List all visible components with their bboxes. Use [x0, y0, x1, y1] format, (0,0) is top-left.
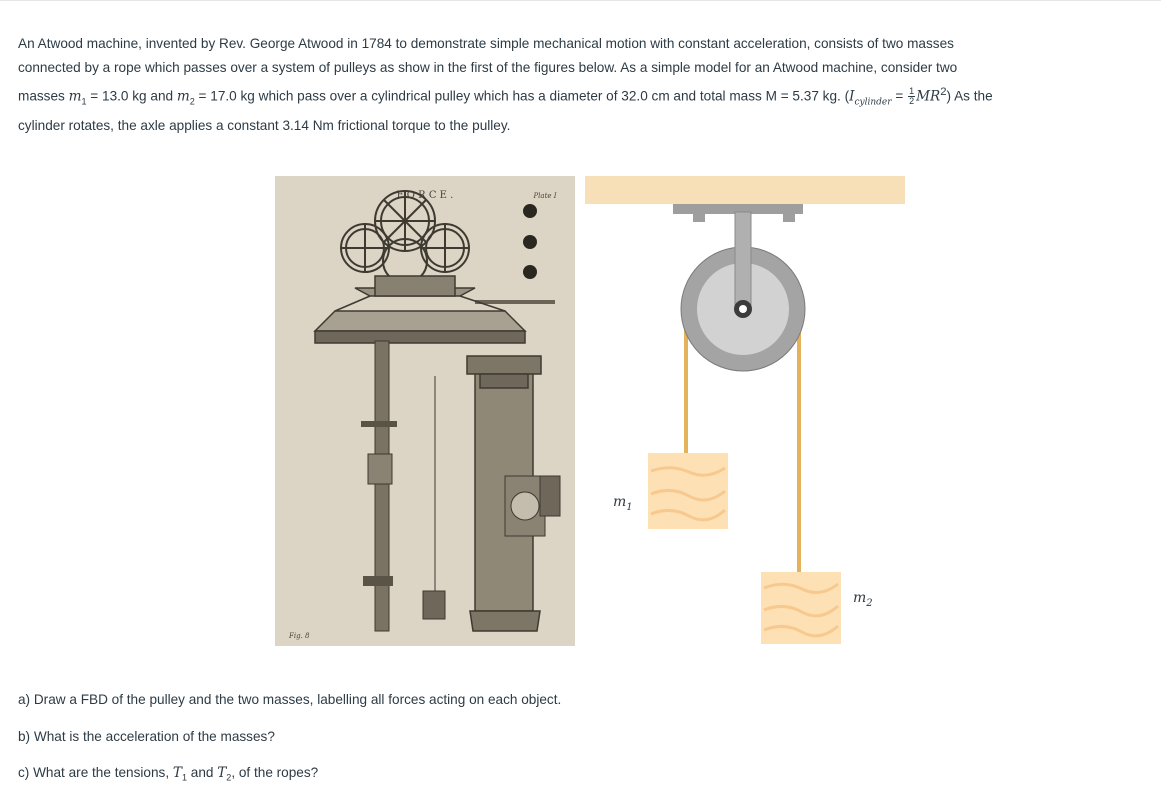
problem-intro: [18, 32, 1158, 138]
intro-line-1: An Atwood machine, invented by Rev. George Atwood in 1784 to demonstrate simple mechanical motion with constant acceleration, consists of two masses: [18, 36, 954, 51]
t1-symbol: T: [172, 765, 182, 781]
half-fraction: [908, 87, 915, 106]
t2-subscript: 2: [226, 772, 232, 783]
intro-line-2: connected by a rope which passes over a system of pulleys as show in the first of the figures below. As a simple model for an Atwood machine, consider two: [18, 60, 958, 75]
t1-subscript: 1: [181, 772, 187, 783]
t2-symbol: T: [217, 765, 227, 781]
mass-m2-block: [761, 572, 841, 644]
m2-symbol: m: [176, 88, 190, 105]
atwood-diagram: [585, 176, 915, 646]
top-divider: [0, 0, 1161, 1]
m1-label: $m_1$: [613, 494, 633, 513]
pulley-wheel: [681, 212, 805, 371]
engraving-plate: Plate I: [533, 192, 557, 200]
fraction-numerator: 1: [909, 86, 915, 97]
mass-m1-block: [648, 453, 728, 529]
question-c-text: c) What are the tensions,: [18, 765, 173, 780]
atwood-machine-engraving: [275, 176, 575, 646]
m1-symbol: m: [68, 88, 82, 105]
question-c-mid: and: [186, 765, 218, 780]
inertia-subscript: cylinder: [854, 97, 892, 108]
m2-label: $m_2$: [853, 590, 873, 609]
m2-value: = 17.0 kg which pass over a cylindrical pulley which has a diameter of 32.0 cm and total mass M = 5.37 kg. (: [194, 88, 850, 104]
fraction-denominator: 2: [909, 96, 915, 107]
engraving-fig: Fig. 8: [289, 632, 310, 640]
ceiling: [585, 176, 905, 204]
question-a: a) Draw a FBD of the pulley and the two masses, labelling all forces acting on each object.: [18, 692, 562, 707]
m1-value: = 13.0 kg and: [86, 88, 177, 104]
question-c-end: , of the ropes?: [231, 765, 319, 780]
m1-subscript: 1: [81, 96, 87, 107]
m2-subscript: 2: [189, 96, 195, 107]
inertia-superscript: 2: [940, 86, 947, 98]
inertia-symbol: I: [849, 88, 855, 105]
inertia-rhs: MR: [916, 88, 941, 105]
intro-line-3-end: ) As the: [946, 88, 993, 104]
clock: [505, 476, 545, 536]
engraving-title: F O R C E .: [396, 190, 454, 201]
intro-masses-text: masses: [18, 88, 69, 104]
question-b: b) What is the acceleration of the masses?: [18, 729, 275, 744]
intro-line-4: cylinder rotates, the axle applies a constant 3.14 Nm frictional torque to the pulley.: [18, 118, 511, 134]
question-c: [18, 765, 318, 783]
intro-line-3: [18, 80, 1158, 114]
inertia-equals: =: [891, 88, 908, 104]
